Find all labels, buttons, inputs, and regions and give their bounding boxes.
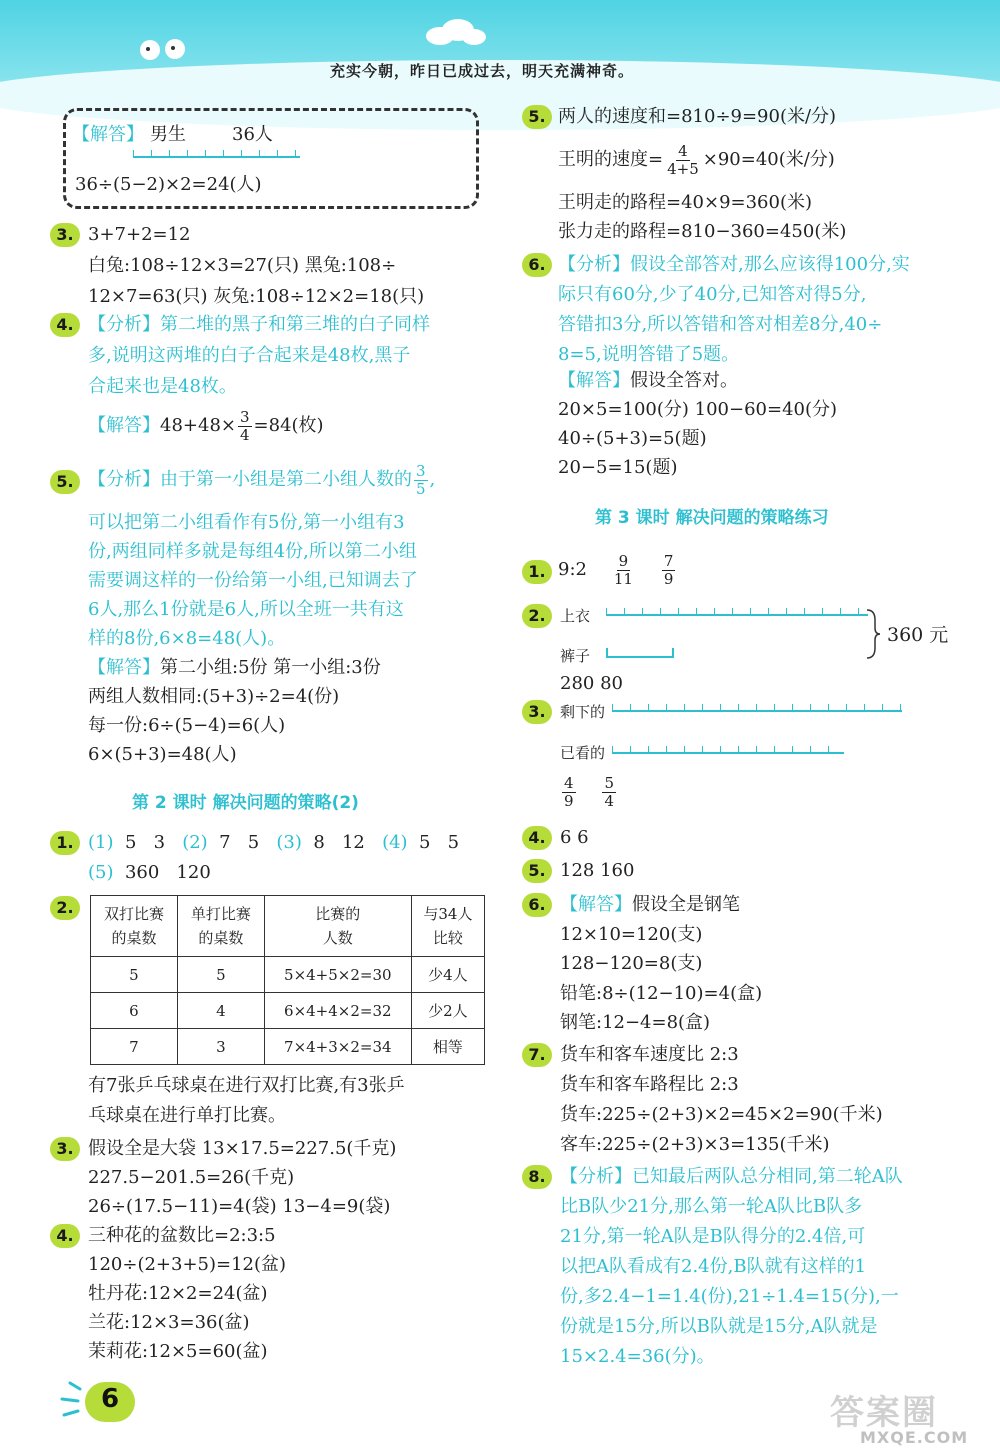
- s2q1-a1: 5: [124, 832, 137, 853]
- r-q6-analysis-3: 答错扣3分,所以答错和答对相差8分,40÷: [558, 314, 883, 335]
- table-cell: 5: [91, 957, 178, 993]
- s2q2-number: 2 .: [50, 896, 80, 920]
- section-2-title: 第 2 课时 解决问题的策略(2): [132, 793, 359, 813]
- q5-analysis-5: 6人,那么1份就是6人,所以全班一共有这: [88, 599, 404, 620]
- s3q3-read-bar: [612, 744, 844, 754]
- r-q6-analysis-2: 际只有60分,少了40分,已知答对得5分,: [558, 284, 867, 305]
- table-cell: 4: [177, 993, 264, 1029]
- s2q4-line-4: 兰花:12×3=36(盆): [88, 1312, 250, 1333]
- q5-fraction-num: 3: [416, 461, 426, 480]
- r-q5-line-3: 王明走的路程=40×9=360(米): [558, 192, 813, 213]
- q4-analysis-3: 合起来也是48枚。: [88, 376, 237, 397]
- s2q1-b3: 12: [341, 832, 365, 853]
- table-cell: 7: [91, 1029, 178, 1065]
- s2q2-conclusion-2: 乓球桌在进行单打比赛。: [88, 1105, 286, 1126]
- s3q2-brace-icon: [865, 608, 881, 660]
- s3q2-total: 360 元: [887, 624, 949, 646]
- box-boy-label: 男生: [150, 124, 186, 145]
- s3q6-line-4: 铅笔:8÷(12−10)=4(盒): [560, 983, 763, 1004]
- s3q1-fraction-2: [662, 553, 676, 588]
- s2q1-b1: 3: [153, 832, 166, 853]
- q4-fraction-den: 4: [239, 425, 250, 444]
- s3q6-line-1: [560, 892, 740, 918]
- s3q3-f1-den: 9: [564, 791, 574, 810]
- s3q6-line-2: 12×10=120(支): [560, 924, 703, 945]
- s2q1-a3: 8: [313, 832, 325, 853]
- s3q5-answer: 128 160: [560, 860, 635, 881]
- s3q1-answer: [558, 550, 677, 590]
- s2q4-line-2: 120÷(2+3+5)=12(盆): [88, 1254, 287, 1275]
- r-q6-number: 6 .: [522, 253, 552, 277]
- q5-analysis-1: [88, 462, 435, 498]
- s3q7-number: 7 .: [522, 1043, 552, 1067]
- s3q5-number: 5 .: [522, 859, 552, 883]
- s2q4-line-3: 牡丹花:12×2=24(盆): [88, 1283, 268, 1304]
- watermark-site: MXQE.COM: [860, 1428, 969, 1447]
- s2q1-label-1: (1): [88, 832, 114, 853]
- table-row: [91, 1029, 485, 1065]
- s3q1-f2-num: 7: [663, 551, 674, 570]
- s2q1-a5: 360: [124, 862, 160, 883]
- s2q2-table: [90, 895, 485, 1065]
- q5-analysis-1-text: 【分析】由于第一小组是第二小组人数的: [88, 469, 412, 490]
- table-cell: 6: [91, 993, 178, 1029]
- q3-number: 3 .: [50, 223, 80, 247]
- header-banner: [0, 0, 1000, 95]
- s3q4-number: 4 .: [522, 826, 552, 850]
- s3q2-pants-label: 裤子: [560, 647, 591, 665]
- s3q6-line-5: 钢笔:12−4=8(盒): [560, 1012, 711, 1033]
- s3q3-f2-num: 5: [604, 773, 614, 792]
- page-number-rays-icon: [40, 1375, 90, 1425]
- q5-answer-2: 两组人数相同:(5+3)÷2=4(份): [88, 686, 340, 707]
- s3q6-line-3: 128−120=8(支): [560, 953, 703, 974]
- s2q4-line-5: 茉莉花:12×5=60(盆): [88, 1341, 268, 1362]
- s2q1-label-2: (2): [182, 832, 208, 853]
- s3q8-analysis-7: 15×2.4=36(分)。: [560, 1346, 715, 1367]
- s3q8-analysis-5: 份,多2.4−1=1.4(份),21÷1.4=15(分),一: [560, 1286, 899, 1307]
- s3q1-f2-den: 9: [663, 569, 674, 588]
- s3q1-number: 1 .: [522, 560, 552, 584]
- s3q3-f1-num: 4: [564, 773, 574, 792]
- q5-answer-tag: 【解答】: [88, 657, 160, 678]
- s3q6-line-1-text: 假设全是钢笔: [632, 894, 740, 915]
- s3q6-tag: 【解答】: [560, 894, 632, 915]
- r-q5-line-1: 两人的速度和=810÷9=90(米/分): [558, 106, 837, 127]
- r-q6-answer-1: [558, 368, 738, 394]
- table-header-cell: 比赛的 人数: [264, 896, 411, 957]
- box-equation: 36÷(5−2)×2=24(人): [75, 174, 262, 195]
- s3q7-line-4: 客车:225÷(2+3)×3=135(千米): [560, 1134, 830, 1155]
- q4-analysis-2: 多,说明这两堆的白子合起来是48枚,黑子: [88, 345, 411, 366]
- s2q1-b5: 120: [176, 862, 211, 883]
- r-q6-answer-1-text: 假设全答对。: [630, 370, 738, 391]
- s2q1-label-5: (5): [88, 862, 114, 883]
- r-q5-line-2a: 王明的速度=: [558, 149, 664, 170]
- table-header-cell: 双打比赛 的桌数: [91, 896, 178, 957]
- q5-answer-4: 6×(5+3)=48(人): [88, 744, 237, 765]
- s2q1-label-4: (4): [382, 832, 408, 853]
- s3q8-analysis-3: 21分,第一轮A队是B队得分的2.4倍,可: [560, 1226, 866, 1247]
- r-q5-fraction-den: 4+5: [667, 159, 699, 178]
- s3q2-coat-bar: [606, 606, 868, 616]
- table-cell: 相等: [411, 1029, 484, 1065]
- table-cell: 少2人: [411, 993, 484, 1029]
- s2q4-number: 4 .: [50, 1224, 80, 1248]
- s3q4-answer: 6 6: [560, 827, 589, 848]
- s3q1-ratio: 9:2: [558, 559, 587, 580]
- s2q3-number: 3 .: [50, 1137, 80, 1161]
- table-header-cell: 单打比赛 的桌数: [177, 896, 264, 957]
- q4-answer-a: 48+48×: [160, 415, 236, 436]
- s2q3-line-3: 26÷(17.5−11)=4(袋) 13−4=9(袋): [88, 1196, 391, 1217]
- s2q1-label-3: (3): [276, 832, 302, 853]
- table-header-row: [91, 896, 485, 957]
- q5-fraction-den: 5: [416, 479, 426, 498]
- s2q1-b2: 5: [247, 832, 260, 853]
- q3-line-2: 白兔:108÷12×3=27(只) 黑兔:108÷: [88, 255, 397, 276]
- q5-analysis-4: 需要调这样的一份给第一小组,已知调去了: [88, 570, 418, 591]
- s2q1-a4: 5: [419, 832, 431, 853]
- s3q3-fraction-1: [562, 775, 576, 810]
- table-cell: 5: [177, 957, 264, 993]
- header-motto: 充实今朝，昨日已成过去，明天充满神奇。: [330, 62, 635, 80]
- q5-number: 5 .: [50, 470, 80, 494]
- s3q1-f1-num: 9: [618, 551, 629, 570]
- r-q6-analysis-4: 8=5,说明答错了5题。: [558, 344, 740, 365]
- q4-answer-tag: 【解答】: [88, 415, 160, 436]
- q4-answer-b: =84(枚): [253, 415, 324, 436]
- s3q2-coat-label: 上衣: [560, 607, 591, 625]
- q5-answer-1: [88, 655, 381, 681]
- q5-fraction: [414, 463, 428, 498]
- q4-number: 4 .: [50, 313, 80, 337]
- s3q6-number: 6 .: [522, 893, 552, 917]
- s3q3-read-label: 已看的: [560, 744, 606, 762]
- s3q7-line-1: 货车和客车速度比 2:3: [560, 1044, 739, 1065]
- s2q2-conclusion-1: 有7张乒乓球桌在进行双打比赛,有3张乒: [88, 1075, 405, 1096]
- q5-analysis-6: 样的8份,6×8=48(人)。: [88, 628, 286, 649]
- table-cell: 3: [177, 1029, 264, 1065]
- section-3-title: 第 3 课时 解决问题的策略练习: [595, 508, 829, 528]
- r-q6-answer-3: 40÷(5+3)=5(题): [558, 428, 707, 449]
- s3q2-number: 2 .: [522, 604, 552, 628]
- s3q3-remaining-label: 剩下的: [560, 703, 606, 721]
- box-count-label: 36人: [232, 124, 273, 145]
- r-q6-answer-tag: 【解答】: [558, 370, 630, 391]
- s3q8-analysis-4: 以把A队看成有2.4份,B队就有这样的1: [560, 1256, 867, 1277]
- s3q2-pants-bar: [606, 648, 674, 658]
- s3q3-remaining-bar: [612, 702, 902, 712]
- s3q8-number: 8 .: [522, 1165, 552, 1189]
- r-q6-answer-4: 20−5=15(题): [558, 457, 678, 478]
- q4-analysis-1: 【分析】第二堆的黑子和第三堆的白子同样: [88, 314, 430, 335]
- s2q3-line-2: 227.5−201.5=26(千克): [88, 1167, 295, 1188]
- r-q5-line-2: [558, 140, 835, 180]
- table-row: [91, 993, 485, 1029]
- q5-answer-1-text: 第二小组:5份 第一小组:3份: [160, 657, 381, 678]
- box-segment-diagram: [133, 148, 300, 158]
- page-number: 6: [100, 1384, 120, 1414]
- r-q5-line-2b: ×90=40(米/分): [702, 149, 835, 170]
- s2q1-a2: 7: [219, 832, 231, 853]
- s3q7-line-3: 货车:225÷(2+3)×2=45×2=90(千米): [560, 1104, 883, 1125]
- q4-fraction-num: 3: [239, 407, 250, 426]
- table-row: [91, 957, 485, 993]
- s3q3-answer: [560, 768, 618, 816]
- s3q8-analysis-1: 【分析】已知最后两队总分相同,第二轮A队: [560, 1166, 903, 1187]
- q4-answer: [88, 408, 324, 444]
- s2q1-number: 1 .: [50, 831, 80, 855]
- s3q1-fraction-1: [612, 553, 635, 588]
- s2q1-b4: 5: [447, 832, 460, 853]
- table-header-cell: 与34人 比较: [411, 896, 484, 957]
- s3q2-answer: 280 80: [560, 673, 623, 694]
- table-cell: 7×4+3×2=34: [264, 1029, 411, 1065]
- table-cell: 5×4+5×2=30: [264, 957, 411, 993]
- s3q3-f2-den: 4: [604, 791, 614, 810]
- s2q3-line-1: 假设全是大袋 13×17.5=227.5(千克): [88, 1138, 397, 1159]
- s3q8-analysis-6: 份就是15分,所以B队就是15分,A队就是: [560, 1316, 878, 1337]
- r-q5-fraction-num: 4: [678, 141, 688, 160]
- s3q8-analysis-2: 比B队少21分,那么第一轮A队比B队多: [560, 1196, 863, 1217]
- q3-line-1: 3+7+2=12: [88, 224, 191, 245]
- q5-answer-3: 每一份:6÷(5−4)=6(人): [88, 715, 286, 736]
- table-cell: 少4人: [411, 957, 484, 993]
- watermark-logo: 答案圈: [830, 1393, 938, 1433]
- q5-analysis-2: 可以把第二小组看作有5份,第一小组有3: [88, 512, 405, 533]
- q5-analysis-3: 份,两组同样多就是每组4份,所以第二小组: [88, 541, 417, 562]
- box-tag: 【解答】: [72, 124, 144, 145]
- sheep-decoration: [135, 35, 195, 65]
- s3q3-number: 3 .: [522, 700, 552, 724]
- r-q6-analysis-1: 【分析】假设全部答对,那么应该得100分,实: [558, 254, 910, 275]
- s3q7-line-2: 货车和客车路程比 2:3: [560, 1074, 739, 1095]
- q3-line-3: 12×7=63(只) 灰兔:108÷12×2=18(只): [88, 286, 425, 307]
- s3q3-fraction-2: [602, 775, 616, 810]
- s3q1-f1-den: 11: [613, 569, 633, 588]
- s2q4-line-1: 三种花的盆数比=2:3:5: [88, 1225, 276, 1246]
- r-q5-number: 5 .: [522, 105, 552, 129]
- q4-fraction: [238, 409, 252, 444]
- r-q6-answer-2: 20×5=100(分) 100−60=40(分): [558, 399, 838, 420]
- table-cell: 6×4+4×2=32: [264, 993, 411, 1029]
- q5-analysis-1-end: ,: [429, 469, 436, 490]
- r-q5-line-4: 张力走的路程=810−360=450(米): [558, 221, 847, 242]
- s2q1-line-1: [88, 830, 459, 856]
- s2q1-line-2: [88, 860, 211, 886]
- cloud-decoration: [420, 18, 490, 48]
- r-q5-fraction: [665, 143, 701, 178]
